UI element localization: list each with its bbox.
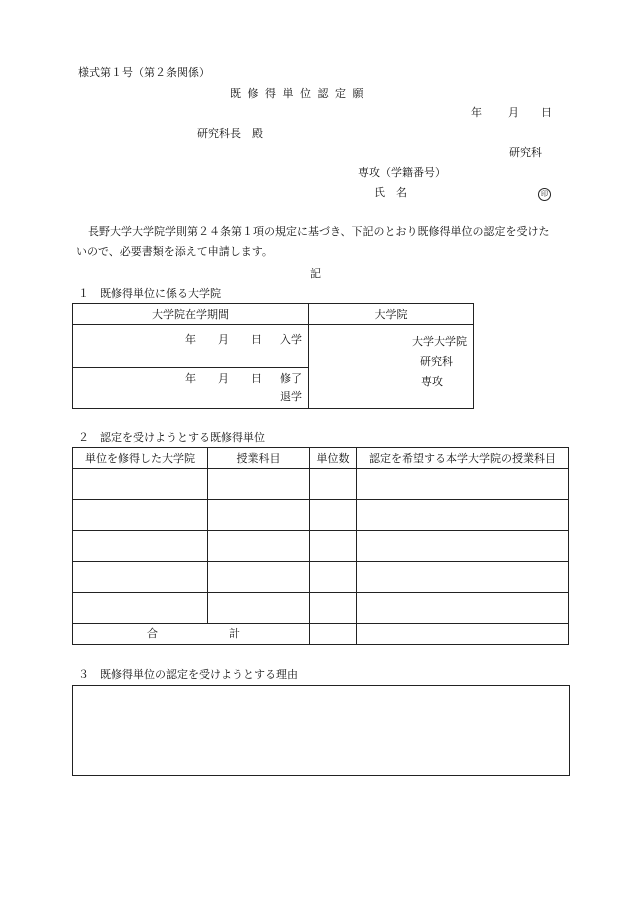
date-day-label: 日	[541, 106, 552, 119]
credits-table	[72, 447, 569, 645]
graduate-school-label: 研究科	[509, 146, 542, 159]
cell-university[interactable]	[73, 500, 208, 531]
table-row	[73, 531, 569, 562]
cell-subject[interactable]	[208, 531, 310, 562]
total-label-left: 合	[147, 627, 158, 640]
section1-heading: １ 既修得単位に係る大学院	[78, 287, 221, 300]
cell-target-subject[interactable]	[357, 593, 569, 624]
cell-target-subject[interactable]	[357, 500, 569, 531]
entry-label: 入学	[280, 333, 302, 346]
exit-label-complete: 修了	[280, 372, 302, 385]
section2-heading: ２ 認定を受けようとする既修得単位	[78, 431, 265, 444]
total-row	[73, 624, 569, 645]
table-row	[73, 500, 569, 531]
col-header-target-subject: 認定を希望する本学大学院の授業科目	[357, 448, 569, 469]
entry-date[interactable]: 年 月 日	[185, 333, 262, 346]
cell-university[interactable]	[73, 469, 208, 500]
col-header-credits: 単位数	[310, 448, 357, 469]
section1-table	[72, 303, 474, 409]
date-year-label: 年	[471, 106, 482, 119]
col-header-subject: 授業科目	[208, 448, 310, 469]
reason-textarea[interactable]	[72, 685, 570, 776]
school-line-2: 研究科	[420, 355, 453, 368]
cell-subject[interactable]	[208, 500, 310, 531]
school-cell[interactable]	[309, 325, 474, 409]
cell-credits[interactable]	[310, 469, 357, 500]
cell-university[interactable]	[73, 562, 208, 593]
total-label-right: 計	[229, 627, 240, 640]
cell-target-subject[interactable]	[357, 469, 569, 500]
table-row	[73, 562, 569, 593]
name-label: 氏 名	[374, 186, 407, 199]
page-title: 既修得単位認定願	[230, 87, 370, 100]
ki-label: 記	[310, 267, 321, 280]
school-line-1: 大学大学院	[412, 335, 467, 348]
cell-credits[interactable]	[310, 593, 357, 624]
total-label-cell	[73, 624, 310, 645]
cell-subject[interactable]	[208, 593, 310, 624]
cell-university[interactable]	[73, 531, 208, 562]
cell-credits[interactable]	[310, 562, 357, 593]
cell-target-subject[interactable]	[357, 562, 569, 593]
cell-credits[interactable]	[310, 500, 357, 531]
cell-subject[interactable]	[208, 562, 310, 593]
table-row	[73, 593, 569, 624]
exit-label-withdraw: 退学	[280, 390, 302, 403]
addressee: 研究科長 殿	[197, 127, 263, 140]
statement: 長野大学大学院学則第２４条第１項の規定に基づき、下記のとおり既修得単位の認定を受けたいので、必要書類を添えて申請します。	[76, 225, 550, 258]
section3-heading: ３ 既修得単位の認定を受けようとする理由	[78, 668, 298, 681]
form-number: 様式第１号（第２条関係）	[78, 66, 210, 79]
school-header: 大学院	[309, 304, 474, 325]
total-credits-cell[interactable]	[310, 624, 357, 645]
cell-subject[interactable]	[208, 469, 310, 500]
exit-cell	[73, 368, 309, 409]
cell-university[interactable]	[73, 593, 208, 624]
cell-target-subject[interactable]	[357, 531, 569, 562]
table-row	[73, 469, 569, 500]
col-header-university: 単位を修得した大学院	[73, 448, 208, 469]
exit-date[interactable]: 年 月 日	[185, 372, 262, 385]
cell-credits[interactable]	[310, 531, 357, 562]
date-month-label: 月	[508, 106, 519, 119]
period-header: 大学院在学期間	[73, 304, 309, 325]
major-label: 専攻（学籍番号）	[358, 166, 446, 179]
entry-cell	[73, 325, 309, 368]
seal-icon: 印	[538, 188, 551, 201]
school-line-3: 専攻	[421, 375, 443, 388]
total-empty-cell	[357, 624, 569, 645]
seal-mark	[538, 186, 551, 201]
